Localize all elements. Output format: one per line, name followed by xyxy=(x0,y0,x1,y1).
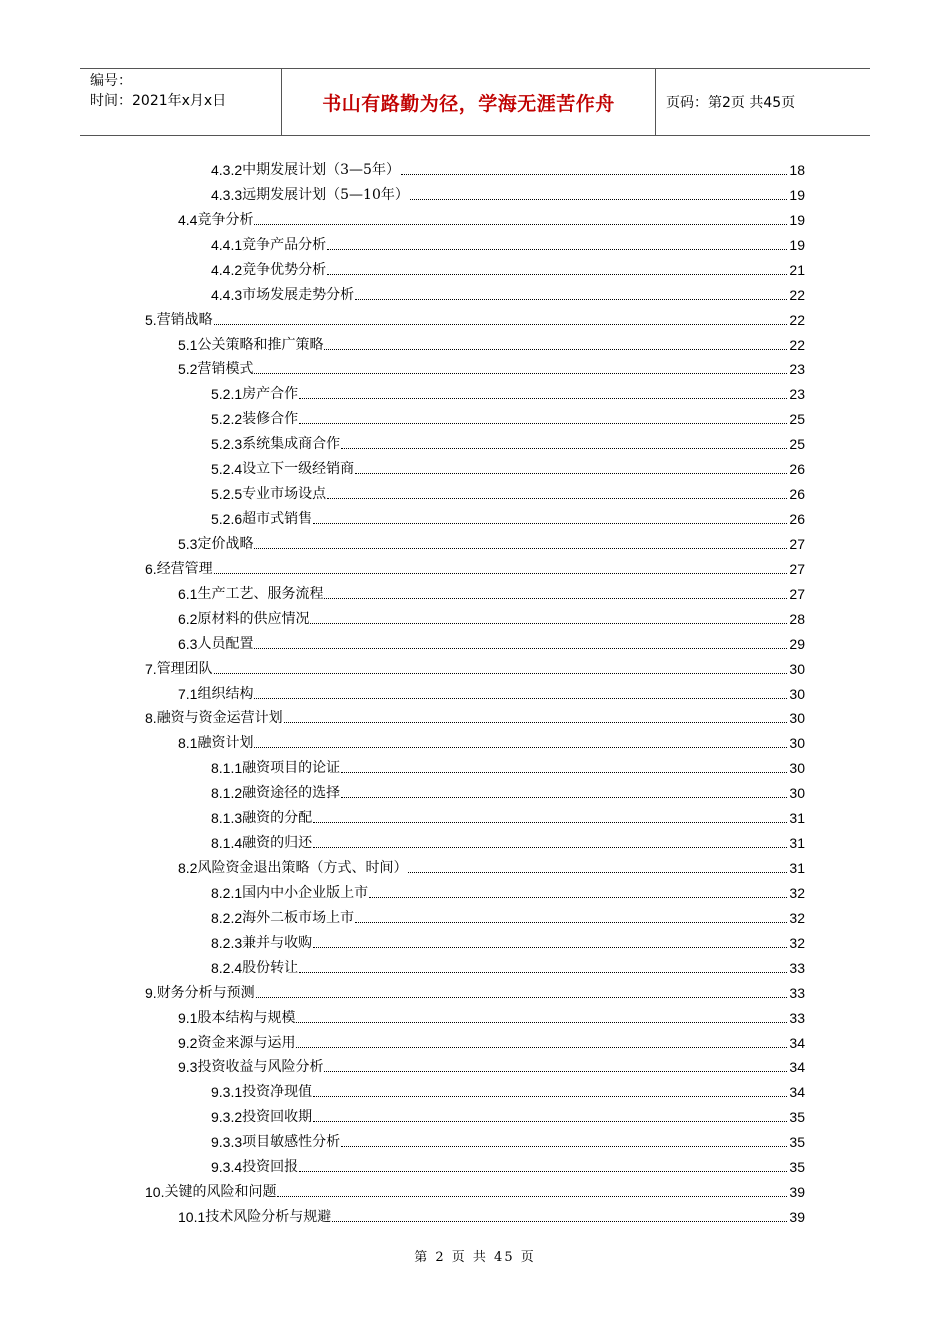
toc-dot-leader xyxy=(284,722,788,723)
header-page-label: 页码：第2页 共45页 xyxy=(666,95,796,111)
toc-entry-title: 营销模式 xyxy=(197,361,254,378)
toc-entry-title: 远期发展计划（5—10年） xyxy=(242,186,409,203)
toc-entry[interactable] xyxy=(178,333,805,355)
toc-entry[interactable] xyxy=(211,507,805,529)
footer-page-number: 第 2 页 共 45 页 xyxy=(414,1250,536,1265)
toc-entry-number: 6. xyxy=(145,560,157,577)
toc-dot-leader xyxy=(256,997,788,998)
toc-entry[interactable] xyxy=(178,607,805,629)
toc-entry-title: 竞争优势分析 xyxy=(242,261,327,278)
toc-entry[interactable] xyxy=(211,233,805,255)
toc-entry-page: 26 xyxy=(789,461,805,478)
toc-dot-leader xyxy=(214,324,788,325)
toc-entry-page: 32 xyxy=(789,909,805,926)
header-motto-cell xyxy=(282,69,656,135)
toc-entry[interactable] xyxy=(211,806,805,828)
toc-entry-title: 管理团队 xyxy=(156,660,213,677)
toc-entry-number: 4.3.3 xyxy=(211,186,243,203)
toc-entry-title: 原材料的供应情况 xyxy=(197,610,310,627)
toc-dot-leader xyxy=(296,1022,787,1023)
header-page-cell xyxy=(656,69,870,135)
toc-dot-leader xyxy=(254,747,787,748)
toc-entry-page: 28 xyxy=(789,610,805,627)
toc-entry-number: 9.1 xyxy=(178,1009,198,1026)
toc-dot-leader xyxy=(214,573,788,574)
toc-entry-title: 财务分析与预测 xyxy=(156,984,255,1001)
toc-entry-page: 31 xyxy=(789,860,805,877)
toc-dot-leader xyxy=(299,1171,787,1172)
toc-entry-title: 超市式销售 xyxy=(242,511,313,528)
toc-entry-title: 资金来源与运用 xyxy=(197,1034,296,1051)
toc-entry-page: 22 xyxy=(789,311,805,328)
toc-entry-title: 定价战略 xyxy=(197,535,254,552)
toc-entry[interactable] xyxy=(211,283,805,305)
toc-entry-title: 房产合作 xyxy=(242,386,299,403)
toc-entry-title: 经营管理 xyxy=(156,560,213,577)
toc-entry-title: 竞争产品分析 xyxy=(242,236,327,253)
toc-entry-title: 融资项目的论证 xyxy=(242,760,341,777)
toc-entry-title: 公关策略和推广策略 xyxy=(197,336,324,353)
toc-entry-page: 25 xyxy=(789,411,805,428)
toc-dot-leader xyxy=(369,897,787,898)
toc-entry-title: 技术风险分析与规避 xyxy=(205,1209,332,1226)
toc-entry-title: 融资的归还 xyxy=(242,835,313,852)
toc-dot-leader xyxy=(341,772,787,773)
header-info-cell xyxy=(80,69,282,135)
toc-dot-leader xyxy=(355,299,787,300)
toc-entry-number: 4.4 xyxy=(178,211,198,228)
toc-entry-number: 4.4.2 xyxy=(211,261,243,278)
toc-entry[interactable] xyxy=(211,407,805,429)
toc-entry-title: 装修合作 xyxy=(242,411,299,428)
toc-entry-page: 32 xyxy=(789,934,805,951)
toc-entry-number: 9.2 xyxy=(178,1034,198,1051)
toc-entry-title: 组织结构 xyxy=(197,685,254,702)
document-number-label: 编号： xyxy=(90,73,132,89)
toc-entry-page: 30 xyxy=(789,760,805,777)
toc-entry-page: 21 xyxy=(789,261,805,278)
toc-entry-number: 5.3 xyxy=(178,535,198,552)
toc-entry-page: 30 xyxy=(789,735,805,752)
toc-dot-leader xyxy=(313,523,787,524)
toc-entry-number: 9.3.1 xyxy=(211,1084,243,1101)
toc-entry-page: 39 xyxy=(789,1184,805,1201)
toc-entry-title: 项目敏感性分析 xyxy=(242,1134,341,1151)
toc-entry-number: 7. xyxy=(145,660,157,677)
toc-entry-number: 8.1.4 xyxy=(211,835,243,852)
toc-entry[interactable] xyxy=(211,382,805,404)
toc-entry-number: 9.3.2 xyxy=(211,1109,243,1126)
toc-entry-title: 融资计划 xyxy=(197,735,254,752)
toc-entry[interactable] xyxy=(211,756,805,778)
toc-entry-title: 中期发展计划（3—5年） xyxy=(242,162,400,178)
toc-entry-page: 30 xyxy=(789,785,805,802)
toc-entry[interactable] xyxy=(178,357,805,379)
toc-entry-title: 风险资金退出策略（方式、时间） xyxy=(197,860,408,877)
toc-entry[interactable] xyxy=(178,1055,805,1077)
toc-dot-leader xyxy=(299,423,787,424)
toc-entry-number: 5.2.6 xyxy=(211,511,243,528)
toc-dot-leader xyxy=(254,548,787,549)
toc-entry-page: 22 xyxy=(789,336,805,353)
toc-entry-page: 31 xyxy=(789,835,805,852)
toc-entry[interactable] xyxy=(145,706,805,728)
toc-entry-number: 5.2.5 xyxy=(211,486,243,503)
toc-entry-number: 8.1.2 xyxy=(211,785,243,802)
toc-entry-page: 27 xyxy=(789,585,805,602)
toc-entry-page: 35 xyxy=(789,1134,805,1151)
toc-entry[interactable] xyxy=(211,956,805,978)
toc-dot-leader xyxy=(401,174,787,175)
page-footer xyxy=(0,1246,950,1265)
toc-entry-page: 33 xyxy=(789,1009,805,1026)
toc-entry-number: 6.1 xyxy=(178,585,198,602)
toc-entry-number: 9.3.3 xyxy=(211,1134,243,1151)
toc-entry-number: 5.1 xyxy=(178,336,198,353)
toc-dot-leader xyxy=(408,872,787,873)
toc-entry[interactable] xyxy=(145,981,805,1003)
toc-entry-number: 6.3 xyxy=(178,635,198,652)
toc-entry[interactable] xyxy=(211,831,805,853)
toc-entry-page: 34 xyxy=(789,1034,805,1051)
toc-entry-title: 股份转让 xyxy=(242,959,299,976)
toc-entry-page: 30 xyxy=(789,660,805,677)
toc-entry-number: 8.2.3 xyxy=(211,934,243,951)
toc-entry-page: 23 xyxy=(789,361,805,378)
toc-entry-number: 5.2 xyxy=(178,361,198,378)
toc-entry[interactable] xyxy=(178,856,805,878)
toc-entry-title: 生产工艺、服务流程 xyxy=(197,585,324,602)
toc-entry-page: 27 xyxy=(789,560,805,577)
toc-entry-page: 29 xyxy=(789,635,805,652)
toc-entry-title: 专业市场设点 xyxy=(242,486,327,503)
toc-entry-title: 国内中小企业版上市 xyxy=(242,884,369,901)
toc-entry-title: 股本结构与规模 xyxy=(197,1009,296,1026)
toc-dot-leader xyxy=(299,398,787,399)
toc-entry-number: 8.2.1 xyxy=(211,884,243,901)
toc-dot-leader xyxy=(299,972,787,973)
toc-entry-page: 30 xyxy=(789,710,805,727)
toc-entry-page: 39 xyxy=(789,1209,805,1226)
toc-entry-title: 系统集成商合作 xyxy=(242,436,341,453)
toc-entry-page: 27 xyxy=(789,535,805,552)
toc-entry-title: 关键的风险和问题 xyxy=(164,1184,277,1201)
toc-entry[interactable] xyxy=(211,1155,805,1177)
toc-entry-number: 7.1 xyxy=(178,685,198,702)
toc-entry-number: 5.2.1 xyxy=(211,386,243,403)
toc-entry-page: 22 xyxy=(789,286,805,303)
toc-entry[interactable] xyxy=(211,258,805,280)
toc-entry-number: 9. xyxy=(145,984,157,1001)
toc-entry[interactable] xyxy=(211,432,805,454)
toc-dot-leader xyxy=(341,797,787,798)
page-header xyxy=(80,68,870,136)
toc-entry[interactable] xyxy=(145,1180,805,1202)
toc-entry-page: 30 xyxy=(789,685,805,702)
toc-entry[interactable] xyxy=(211,183,805,205)
toc-entry-title: 设立下一级经销商 xyxy=(242,461,355,478)
toc-dot-leader xyxy=(214,673,788,674)
toc-dot-leader xyxy=(313,947,787,948)
toc-dot-leader xyxy=(313,1121,787,1122)
toc-dot-leader xyxy=(332,1221,787,1222)
toc-entry-title: 融资的分配 xyxy=(242,810,313,827)
toc-entry-number: 4.3.2 xyxy=(211,162,243,178)
toc-entry[interactable] xyxy=(178,532,805,554)
toc-entry[interactable] xyxy=(211,457,805,479)
toc-entry-title: 投资回报 xyxy=(242,1159,299,1176)
toc-entry-page: 18 xyxy=(789,162,805,178)
toc-dot-leader xyxy=(313,847,787,848)
toc-entry-title: 营销战略 xyxy=(156,311,213,328)
toc-dot-leader xyxy=(327,274,787,275)
toc-entry[interactable] xyxy=(211,881,805,903)
toc-entry-page: 35 xyxy=(789,1109,805,1126)
toc-dot-leader xyxy=(310,623,787,624)
toc-entry[interactable] xyxy=(178,582,805,604)
toc-dot-leader xyxy=(341,1146,787,1147)
toc-entry-number: 5.2.2 xyxy=(211,411,243,428)
toc-entry[interactable] xyxy=(178,1006,805,1028)
toc-entry-page: 34 xyxy=(789,1059,805,1076)
toc-entry-title: 海外二板市场上市 xyxy=(242,909,355,926)
toc-entry-page: 35 xyxy=(789,1159,805,1176)
toc-entry-number: 8. xyxy=(145,710,157,727)
toc-entry-page: 23 xyxy=(789,386,805,403)
toc-entry[interactable] xyxy=(211,482,805,504)
toc-dot-leader xyxy=(327,498,787,499)
toc-entry-number: 4.4.3 xyxy=(211,286,243,303)
toc-entry-number: 8.2.2 xyxy=(211,909,243,926)
toc-entry-page: 19 xyxy=(789,211,805,228)
toc-entry-number: 10. xyxy=(145,1184,165,1201)
toc-dot-leader xyxy=(254,373,787,374)
toc-entry[interactable] xyxy=(211,158,805,180)
toc-entry-page: 26 xyxy=(789,511,805,528)
document-time-label: 时间：2021年x月x日 xyxy=(90,93,227,109)
toc-entry[interactable] xyxy=(211,1080,805,1102)
toc-dot-leader xyxy=(327,249,787,250)
toc-entry[interactable] xyxy=(211,1105,805,1127)
toc-entry[interactable] xyxy=(145,657,805,679)
toc-entry[interactable] xyxy=(145,557,805,579)
toc-entry[interactable] xyxy=(178,208,805,230)
toc-entry[interactable] xyxy=(178,632,805,654)
toc-entry[interactable] xyxy=(178,1205,805,1227)
toc-entry-title: 人员配置 xyxy=(197,635,254,652)
toc-entry-title: 投资回收期 xyxy=(242,1109,313,1126)
toc-entry[interactable] xyxy=(211,906,805,928)
toc-entry-number: 8.2.4 xyxy=(211,959,243,976)
toc-dot-leader xyxy=(254,224,787,225)
toc-entry-number: 5.2.3 xyxy=(211,436,243,453)
toc-entry-page: 25 xyxy=(789,436,805,453)
toc-entry[interactable] xyxy=(211,1130,805,1152)
toc-dot-leader xyxy=(324,1071,787,1072)
toc-entry-number: 9.3 xyxy=(178,1059,198,1076)
toc-entry-title: 融资与资金运营计划 xyxy=(156,710,283,727)
toc-entry-title: 竞争分析 xyxy=(197,211,254,228)
toc-dot-leader xyxy=(254,648,787,649)
toc-entry-title: 投资收益与风险分析 xyxy=(197,1059,324,1076)
toc-entry-page: 31 xyxy=(789,810,805,827)
toc-entry-number: 8.2 xyxy=(178,860,198,877)
toc-dot-leader xyxy=(324,349,787,350)
toc-entry-number: 4.4.1 xyxy=(211,236,243,253)
toc-entry-title: 市场发展走势分析 xyxy=(242,286,355,303)
header-motto: 书山有路勤为径，学海无涯苦作舟 xyxy=(322,92,615,115)
toc-entry-number: 8.1.3 xyxy=(211,810,243,827)
toc-dot-leader xyxy=(254,698,787,699)
toc-entry-page: 34 xyxy=(789,1084,805,1101)
toc-entry-page: 19 xyxy=(789,236,805,253)
toc-dot-leader xyxy=(355,922,787,923)
toc-entry[interactable] xyxy=(211,931,805,953)
toc-dot-leader xyxy=(355,473,787,474)
toc-dot-leader xyxy=(313,1096,787,1097)
toc-entry-page: 32 xyxy=(789,884,805,901)
toc-entry-number: 8.1.1 xyxy=(211,760,243,777)
toc-dot-leader xyxy=(296,1047,787,1048)
toc-dot-leader xyxy=(324,598,787,599)
toc-entry-page: 33 xyxy=(789,984,805,1001)
toc-entry-title: 融资途径的选择 xyxy=(242,785,341,802)
toc-entry-page: 26 xyxy=(789,486,805,503)
toc-dot-leader xyxy=(313,822,787,823)
toc-entry-page: 19 xyxy=(789,186,805,203)
toc-entry-number: 5. xyxy=(145,311,157,328)
toc-entry-page: 33 xyxy=(789,959,805,976)
toc-dot-leader xyxy=(277,1196,787,1197)
toc-entry-number: 8.1 xyxy=(178,735,198,752)
toc-entry[interactable] xyxy=(145,308,805,330)
toc-dot-leader xyxy=(410,199,788,200)
toc-entry-number: 9.3.4 xyxy=(211,1159,243,1176)
toc-entry-title: 投资净现值 xyxy=(242,1084,313,1101)
toc-entry[interactable] xyxy=(178,682,805,704)
toc-entry-title: 兼并与收购 xyxy=(242,934,313,951)
toc-entry-number: 5.2.4 xyxy=(211,461,243,478)
toc-entry-number: 6.2 xyxy=(178,610,198,627)
toc-dot-leader xyxy=(341,448,787,449)
toc-entry-number: 10.1 xyxy=(178,1209,206,1226)
toc-entry[interactable] xyxy=(211,781,805,803)
toc-entry[interactable] xyxy=(178,1031,805,1053)
toc-entry[interactable] xyxy=(178,731,805,753)
